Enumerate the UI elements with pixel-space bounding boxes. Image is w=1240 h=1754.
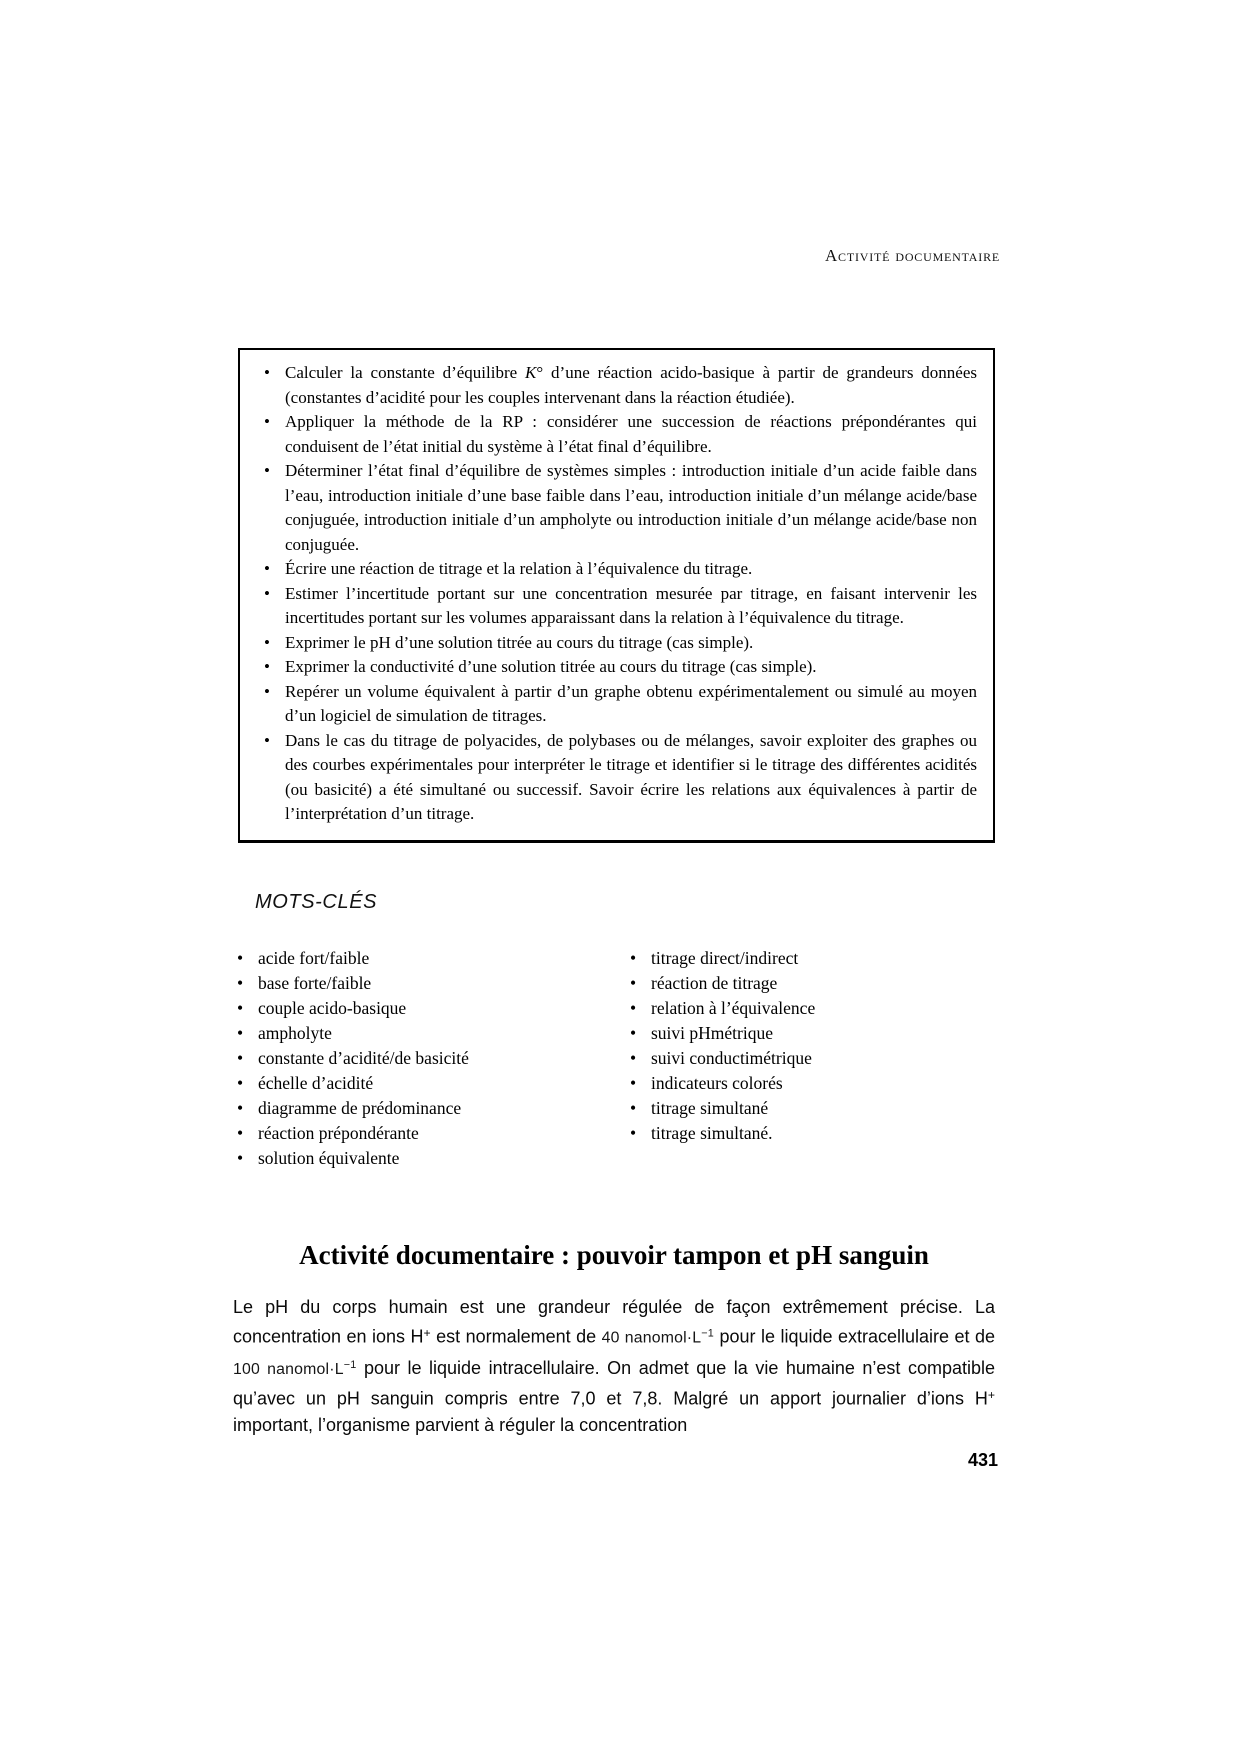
objective-item <box>252 459 977 557</box>
running-head: Activité documentaire <box>824 246 1000 265</box>
keyword-item: • base forte/faible <box>237 971 630 996</box>
body-paragraph <box>233 1294 995 1438</box>
keyword-item: • constante d’acidité/de basicité <box>237 1046 630 1071</box>
text-segment: Repérer un volume équivalent à partir d’un graphe obtenu expérimentalement ou simulé au moyen d’un logiciel de simulation de titrages. <box>285 681 977 725</box>
text-segment: Déterminer l’état final d’équilibre de systèmes simples : introduction initiale d’un acide faible dans l’eau, introduction initiale d’une base faible dans l’eau, introduction initiale d’un mélange acide/base conjuguée, introduction initiale d’un ampholyte ou introduction initiale d’un mélange acide/base non conjuguée. <box>285 461 977 554</box>
objective-item <box>252 582 977 631</box>
keyword-item: • indicateurs colorés <box>630 1071 995 1096</box>
objective-item <box>252 361 977 410</box>
text-segment: + <box>987 1388 995 1403</box>
keywords-title: MOTS-CLÉS <box>255 891 378 913</box>
text-segment: K <box>525 363 537 382</box>
keyword-item: • réaction prépondérante <box>237 1121 630 1146</box>
objective-item <box>252 729 977 827</box>
text-segment: Écrire une réaction de titrage et la relation à l’équivalence du titrage. <box>285 559 753 578</box>
text-segment: Appliquer la méthode de la RP : considérer une succession de réactions prépondérantes qui conduisent de l’état initial du système à l’état final d’équilibre. <box>285 412 977 456</box>
text-segment: + <box>423 1326 431 1340</box>
objective-item <box>252 631 977 656</box>
keyword-item: • diagramme de prédominance <box>237 1096 630 1121</box>
keyword-item: • ampholyte <box>237 1021 630 1046</box>
keyword-item: • échelle d’acidité <box>237 1071 630 1096</box>
text-segment: Estimer l’incertitude portant sur une concentration mesurée par titrage, en faisant intervenir les incertitudes portant sur les volumes apparaissant dans la relation à l’équivalence du titrage. <box>285 583 977 627</box>
keyword-item: • titrage simultané <box>630 1096 995 1121</box>
text-segment: Le pH du corps humain est une grandeur régulée de façon extrêmement précise. La concentration en ions H <box>233 1297 995 1347</box>
page-number: 431 <box>967 1450 998 1470</box>
keyword-item: • réaction de titrage <box>630 971 995 996</box>
text-segment: important, l’organisme parvient à réguler la concentration <box>233 1414 688 1435</box>
objectives-box <box>238 348 995 843</box>
text-segment: Exprimer le pH d’une solution titrée au cours du titrage (cas simple). <box>285 632 754 652</box>
keyword-item: • suivi pHmétrique <box>630 1021 995 1046</box>
text-segment: Dans le cas du titrage de polyacides, de polybases ou de mélanges, savoir exploiter des graphes ou des courbes expérimentales pour interpréter le titrage et identifier si le titrage des différentes acidités (ou basicité) a été simultané ou successif. Savoir écrire les relations aux équivalences à partir de l’interprétation d’un titrage. <box>285 730 977 823</box>
objective-item <box>252 410 977 459</box>
objective-item <box>252 655 977 680</box>
keyword-item: • couple acido-basique <box>237 996 630 1021</box>
text-segment: pour le liquide intracellulaire. On admet que la vie humaine n’est compatible qu’avec un pH sanguin compris entre 7,0 et 7,8. Malgré un apport journalier d’ions H <box>233 1357 995 1409</box>
keyword-item: • solution équivalente <box>237 1146 630 1171</box>
keyword-item: • titrage simultané. <box>630 1121 995 1146</box>
objectives-list <box>252 361 977 827</box>
text-segment: ° d’une réaction acido-basique à partir de grandeurs données (constantes d’acidité pour les couples intervenant dans la réaction étudiée). <box>285 363 977 407</box>
keyword-item: • acide fort/faible <box>237 946 630 971</box>
keywords-left-column <box>237 946 630 1171</box>
text-segment: pour le liquide extracellulaire et de <box>714 1326 995 1347</box>
text-segment: Calculer la constante d’équilibre <box>285 363 526 382</box>
text-segment: est normalement de <box>430 1326 602 1347</box>
objective-item <box>252 680 977 729</box>
text-segment: −1 <box>701 1327 715 1340</box>
text-segment: Exprimer la conductivité d’une solution titrée au cours du titrage (cas simple). <box>285 657 817 676</box>
keywords-right-column <box>630 946 995 1171</box>
keyword-item: • suivi conductimétrique <box>630 1046 995 1071</box>
keyword-item: • titrage direct/indirect <box>630 946 995 971</box>
section-title: Activité documentaire : pouvoir tampon et pH sanguin <box>299 1240 929 1270</box>
text-segment: 100 nanomol·L <box>233 1360 344 1378</box>
objective-item <box>252 557 977 582</box>
text-segment: −1 <box>343 1358 357 1371</box>
keyword-item: • relation à l’équivalence <box>630 996 995 1021</box>
text-segment: 40 nanomol·L <box>601 1329 702 1347</box>
keywords-columns <box>237 946 995 1171</box>
